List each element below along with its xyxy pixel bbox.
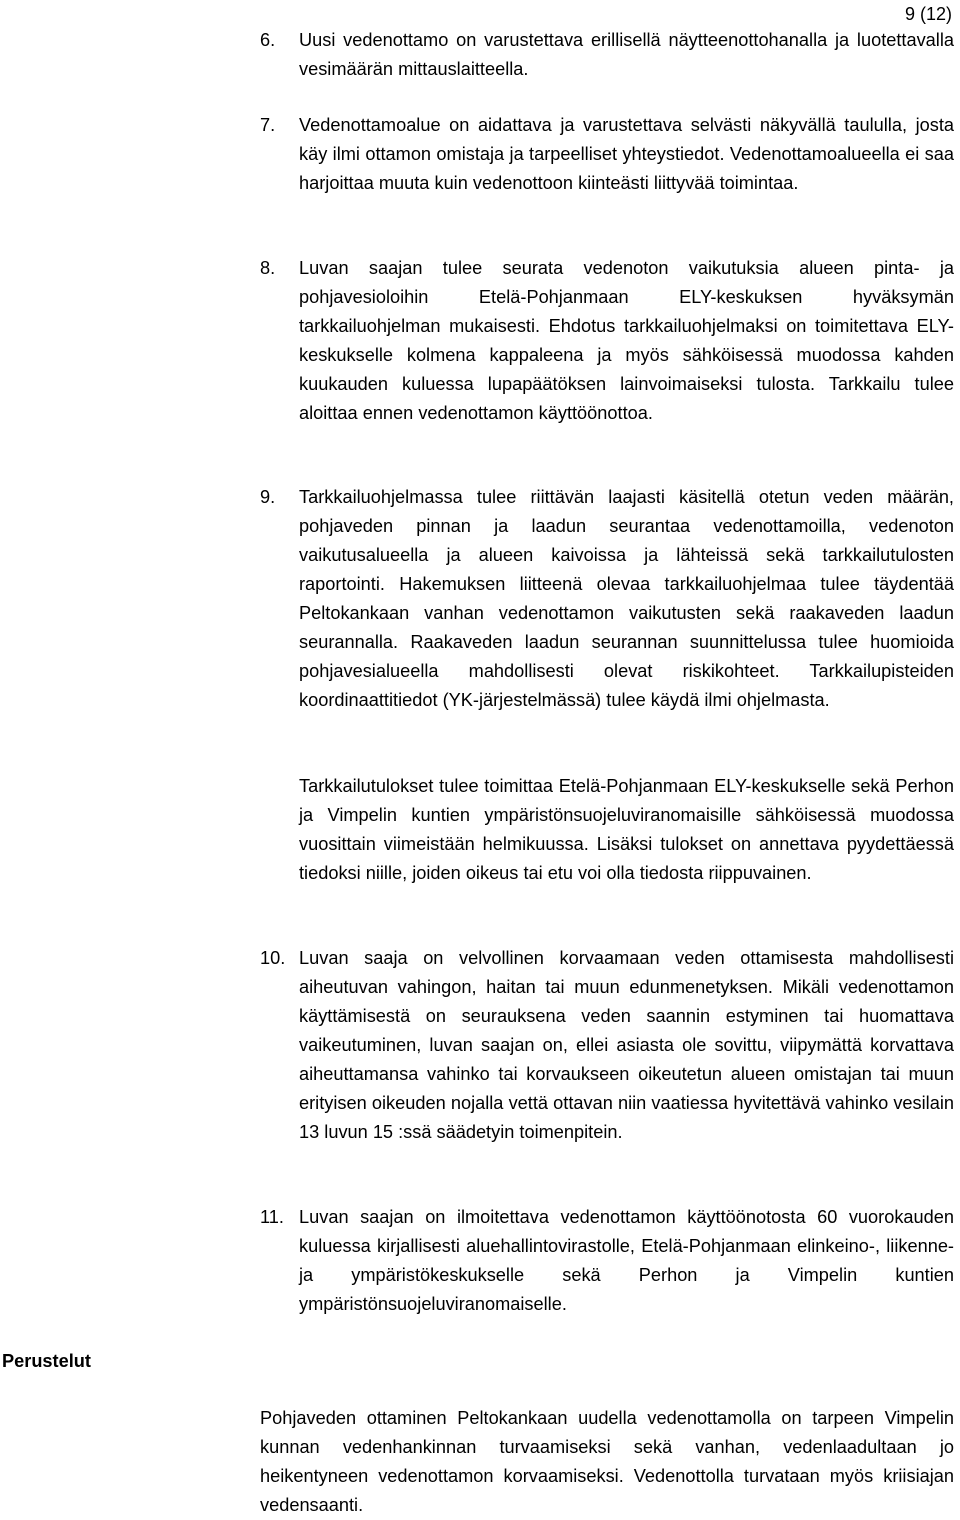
item-number: 9. — [260, 487, 276, 507]
condition-item-11 — [260, 1203, 954, 1319]
item-number: 8. — [260, 258, 276, 278]
page-number: 9 (12) — [904, 4, 952, 24]
item-number: 6. — [260, 30, 276, 50]
item-number: 7. — [260, 115, 276, 135]
condition-item-10 — [260, 944, 954, 1147]
item-text: Luvan saajan tulee seurata vedenoton vaikutuksia alueen pinta- ja pohjavesioloihin Etelä-Pohjanmaan ELY-keskuksen hyväksymän tarkkailuohjelman mukaisesti. Ehdotus tarkkailuohjelmaksi on toimitettava ELY-keskukselle kolmena kappaleena ja myös sähköisessä muodossa kahden kuukauden kuluessa lupapäätöksen lainvoimaiseksi tulosta. Tarkkailu tulee aloittaa ennen vedenottamon käyttöönottoa. — [299, 258, 954, 423]
item-text: Luvan saaja on velvollinen korvaamaan veden ottamisesta mahdollisesti aiheutuvan vahingon, haitan tai muun edunmenetyksen. Mikäli vedenottamon käyttämisestä on seurauksena veden saannin estyminen tai huomattava vaikeutuminen, luvan saajan on, ellei asiasta ole sovittu, viipymättä korvattava aiheuttamansa vahinko tai korvaukseen oikeutetun alueen omistajan tai muun erityisen oikeuden nojalla vettä ottavan niin vaatiessa hyvitettävä vahinko vesilain 13 luvun 15 :ssä säädetyin toimenpitein. — [299, 948, 954, 1142]
item-number: 11. — [260, 1207, 284, 1227]
condition-item-9-results — [299, 772, 954, 888]
item-text: Vedenottamoalue on aidattava ja varustettava selvästi näkyvällä taululla, josta käy ilmi ottamon omistaja ja tarpeelliset yhteystiedot. Vedenottamoalueella ei saa harjoittaa muuta kuin vedenottoon kiinteästi liittyvää toimintaa. — [299, 115, 954, 193]
item-text: Tarkkailutulokset tulee toimittaa Etelä-Pohjanmaan ELY-keskukselle sekä Perhon ja Vimpelin kuntien ympäristönsuojeluviranomaisille sähköisessä muodossa vuosittain viimeistään helmikuussa. Lisäksi tulokset on annettava pyydettäessä tiedoksi niille, joiden oikeus tai etu voi olla tiedosta riippuvainen. — [299, 776, 954, 883]
item-number: 10. — [260, 948, 286, 968]
item-text: Luvan saajan on ilmoitettava vedenottamon käyttöönotosta 60 vuorokauden kuluessa kirjallisesti aluehallintovirastolle, Etelä-Pohjanmaan elinkeino-, liikenne- ja ympäristökeskukselle sekä Perhon ja Vimpelin kuntien ympäristönsuojeluviranomaiselle. — [299, 1207, 954, 1314]
item-text: Tarkkailuohjelmassa tulee riittävän laajasti käsitellä otetun veden määrän, pohjaveden pinnan ja laadun seurantaa vedenottamoilla, vedenoton vaikutusalueella ja alueen kaivoissa ja lähteissä sekä tarkkailutulosten raportointi. Hakemuksen liitteenä olevaa tarkkailuohjelmaa tulee täydentää Peltokankaan vanhan vedenottamon vaikutusten sekä raakaveden laadun seurannalla. Raakaveden laadun seurannan suunnittelussa tulee huomioida pohjavesialueella mahdollisesti olevat riskikohteet. Tarkkailupisteiden koordinaattitiedot (YK-järjestelmässä) tulee käydä ilmi ohjelmasta. — [299, 487, 954, 710]
condition-item-8 — [260, 254, 954, 428]
condition-item-9 — [260, 483, 954, 715]
section-heading-perustelut: Perustelut — [2, 1351, 91, 1371]
condition-item-6 — [260, 26, 954, 84]
reasoning-paragraph: Pohjaveden ottaminen Peltokankaan uudella vedenottamolla on tarpeen Vimpelin kunnan vedenhankinnan turvaamiseksi sekä vanhan, vedenlaadultaan jo heikentyneen vedenottamon korvaamiseksi. Vedenottolla turvataan myös kriisiajan vedensaanti. — [260, 1408, 954, 1515]
condition-item-7 — [260, 111, 954, 198]
item-text: Uusi vedenottamo on varustettava erillisellä näytteenottohanalla ja luotettavalla vesimäärän mittauslaitteella. — [299, 30, 954, 79]
